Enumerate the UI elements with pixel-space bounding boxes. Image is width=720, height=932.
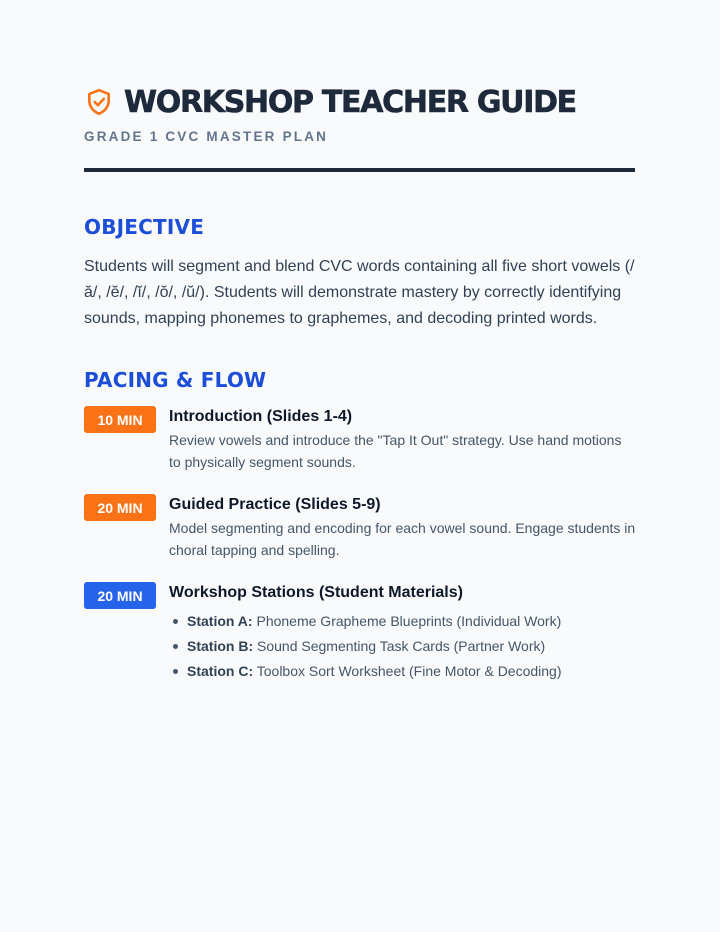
station-text: Phoneme Grapheme Blueprints (Individual Work) bbox=[252, 613, 562, 629]
station-label: Station C: bbox=[187, 663, 254, 679]
pacing-item-title: Workshop Stations (Student Materials) bbox=[169, 584, 463, 601]
pacing-item-introduction bbox=[84, 407, 636, 473]
station-label: Station B: bbox=[187, 638, 254, 654]
time-badge: 20 MIN bbox=[84, 582, 156, 609]
time-badge: 20 MIN bbox=[84, 494, 156, 521]
objective-heading: OBJECTIVE bbox=[84, 215, 205, 239]
pacing-item-title: Introduction (Slides 1-4) bbox=[169, 408, 353, 425]
pacing-heading: PACING & FLOW bbox=[84, 368, 267, 392]
station-text: Sound Segmenting Task Cards (Partner Work) bbox=[253, 638, 546, 654]
list-item-station-b bbox=[169, 634, 636, 659]
station-text: Toolbox Sort Worksheet (Fine Motor & Decoding) bbox=[253, 663, 562, 679]
list-item-station-c bbox=[169, 659, 636, 684]
list-item-station-a bbox=[169, 609, 636, 634]
shield-check-icon bbox=[86, 88, 112, 116]
objective-text: Students will segment and blend CVC words containing all five short vowels (/ă/, /ĕ/, /ĭ/, /ŏ/, /ŭ/). Students will demonstrate mastery by correctly identifying sounds, mapping phonemes to graphemes, and decoding printed words. bbox=[84, 258, 635, 327]
bullet-icon bbox=[173, 644, 178, 649]
station-list bbox=[169, 609, 636, 684]
bullet-icon bbox=[173, 669, 178, 674]
pacing-item-workshop-stations bbox=[84, 583, 636, 684]
page-title: WORKSHOP TEACHER GUIDE bbox=[124, 84, 576, 120]
pacing-item-title: Guided Practice (Slides 5-9) bbox=[169, 496, 381, 513]
time-badge: 10 MIN bbox=[84, 406, 156, 433]
pacing-item-description: Review vowels and introduce the "Tap It Out" strategy. Use hand motions to physically segment sounds. bbox=[169, 432, 622, 470]
header-divider bbox=[84, 168, 635, 172]
pacing-item-description: Model segmenting and encoding for each vowel sound. Engage students in choral tapping and spelling. bbox=[169, 520, 636, 558]
page-header bbox=[84, 84, 636, 120]
pacing-item-guided-practice bbox=[84, 495, 636, 561]
bullet-icon bbox=[173, 619, 178, 624]
station-label: Station A: bbox=[187, 613, 253, 629]
teacher-guide-page bbox=[84, 84, 636, 684]
page-subtitle: GRADE 1 CVC MASTER PLAN bbox=[84, 129, 329, 144]
